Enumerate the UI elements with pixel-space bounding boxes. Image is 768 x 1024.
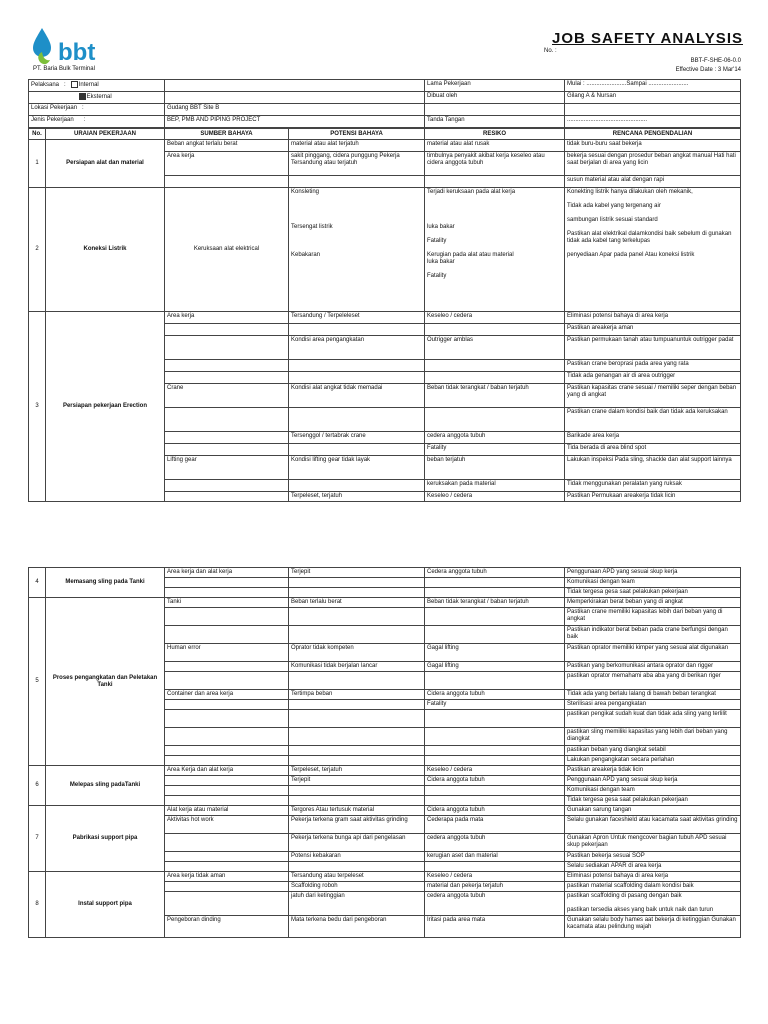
potential-hazard xyxy=(289,862,425,872)
column-header: URAIAN PEKERJAAN xyxy=(46,129,165,140)
risk: kerugian aset dan material xyxy=(425,852,565,862)
hazard-source xyxy=(165,746,289,756)
potential-hazard xyxy=(289,588,425,598)
table-row xyxy=(29,766,741,776)
dibuat-oleh-label: Dibuat oleh xyxy=(425,92,565,104)
hazard-source xyxy=(165,444,289,456)
control-plan: Tida berada di area blind spot xyxy=(565,444,741,456)
risk: Cidera anggota tubuh xyxy=(425,776,565,786)
control-plan: Lakukan inspeksi Pada sling, shackle dan alat support lainnya xyxy=(565,456,741,480)
potential-hazard: Terjepit xyxy=(289,568,425,578)
risk xyxy=(425,710,565,728)
table-row xyxy=(29,806,741,816)
hazard-source xyxy=(165,360,289,372)
risk xyxy=(425,360,565,372)
risk xyxy=(425,728,565,746)
company-name: PT. Baria Bulk Terminal xyxy=(33,66,95,72)
potential-hazard: Konsleting Tersengat listrik Kebakaran xyxy=(289,188,425,312)
risk: Keseleo / cedera xyxy=(425,492,565,502)
risk: Cidera anggota tubuh xyxy=(425,690,565,700)
hazard-source xyxy=(165,408,289,432)
potential-hazard xyxy=(289,786,425,796)
eksternal-checkbox[interactable] xyxy=(79,93,86,100)
control-plan: pastikan oprator memahami aba aba yang di berikan riger xyxy=(565,672,741,690)
potential-hazard: sakit pinggang, cidera punggung Pekerja Tersandung atau terjatuh xyxy=(289,152,425,176)
hazard-source: Area kerja tidak aman xyxy=(165,872,289,882)
control-plan: Pastikan bekerja sesuai SOP xyxy=(565,852,741,862)
risk: Outrigger amblas xyxy=(425,336,565,360)
control-plan: pastikan scaffolding di pasang dengan baik pastikan tersedia akses yang baik untuk naik dan turun xyxy=(565,892,741,916)
potential-hazard xyxy=(289,672,425,690)
control-plan: Gunakan selalu body hames aat bekerja di ketinggian Gunakan kacamata atau pelindung wajah xyxy=(565,916,741,938)
risk xyxy=(425,372,565,384)
risk xyxy=(425,672,565,690)
control-plan: Lakukan pengangkatan secara perlahan xyxy=(565,756,741,766)
potential-hazard xyxy=(289,756,425,766)
potential-hazard: Tertimpa beban xyxy=(289,690,425,700)
control-plan: Pastikan indikator berat beban pada crane berfungsi dengan baik xyxy=(565,626,741,644)
risk: Terjadi keruksaan pada alat kerja luka bakar Fatality Kerugian pada alat atau material luka bakar Fatality xyxy=(425,188,565,312)
effective-date: Effective Date : 3 Mar'14 xyxy=(675,67,741,73)
hazard-source: Area kerja dan alat kerja xyxy=(165,568,289,578)
control-plan: Pastikan areakerja aman xyxy=(565,324,741,336)
control-plan: Pastikan Permukaan areakerja tidak licin xyxy=(565,492,741,502)
potential-hazard: Kondisi alat angkat tidak memadai xyxy=(289,384,425,408)
control-plan: Pastikan crane memiliki kapasitas lebih dari beban yang di angkat xyxy=(565,608,741,626)
risk: timbulnya penyakit akibat kerja keseleo atau cidera anggota tubuh xyxy=(425,152,565,176)
risk: Keseleo / cedera xyxy=(425,312,565,324)
svg-text:bbt: bbt xyxy=(58,39,96,66)
task-description: Koneksi Listrik xyxy=(46,188,165,312)
potential-hazard: Terpeleset, terjatuh xyxy=(289,766,425,776)
eksternal-cell: Eksternal xyxy=(29,92,165,104)
risk: Gagal lifting xyxy=(425,662,565,672)
hazard-source xyxy=(165,662,289,672)
task-description: Melepas sling padaTanki xyxy=(46,766,165,806)
hazard-source: Keruksaan alat elektrical xyxy=(165,188,289,312)
table-row xyxy=(29,312,741,324)
potential-hazard xyxy=(289,796,425,806)
potential-hazard: jatuh dari ketinggian xyxy=(289,892,425,916)
jsa-table-continued xyxy=(28,567,741,938)
control-plan: Penggunaan APD yang sesuai skup kerja xyxy=(565,776,741,786)
task-description: Pabrikasi support pipa xyxy=(46,806,165,872)
risk xyxy=(425,608,565,626)
control-plan: pastikan material scaffolding dalam kondisi baik xyxy=(565,882,741,892)
control-plan: Tidak ada genangan air di area outrigger xyxy=(565,372,741,384)
potential-hazard xyxy=(289,746,425,756)
potential-hazard xyxy=(289,728,425,746)
risk: cedera anggota tubuh xyxy=(425,432,565,444)
document-code: BBT-F-SHE-06-0.0 xyxy=(690,58,741,64)
potential-hazard: Scaffolding roboh xyxy=(289,882,425,892)
hazard-source xyxy=(165,728,289,746)
control-plan: Pastikan yang berkomunikasi antara oprator dan rigger xyxy=(565,662,741,672)
row-number: 7 xyxy=(29,806,46,872)
risk xyxy=(425,626,565,644)
control-plan: Pastikan oprator memiliki kimper yang sesuai alat digunakan xyxy=(565,644,741,662)
table-row xyxy=(29,188,741,312)
potential-hazard xyxy=(289,408,425,432)
potential-hazard: Terpeleset, terjatuh xyxy=(289,492,425,502)
hazard-source xyxy=(165,588,289,598)
hazard-source xyxy=(165,700,289,710)
hazard-source: Area kerja xyxy=(165,152,289,176)
control-plan: Komunikasi dengan team xyxy=(565,786,741,796)
table-row xyxy=(29,872,741,882)
control-plan: tidak buru-buru saat bekerja xyxy=(565,140,741,152)
control-plan: Gunakan Apron Untuk mengcover bagian tubuh APD sesuai skup pekerjaan xyxy=(565,834,741,852)
mulai-sampai: Mulai : ........................Sampai ........................ xyxy=(565,80,741,92)
jsa-table xyxy=(28,128,741,502)
hazard-source xyxy=(165,626,289,644)
column-header: No. xyxy=(29,129,46,140)
potential-hazard xyxy=(289,444,425,456)
risk xyxy=(425,786,565,796)
potential-hazard: Potensi kebakaran xyxy=(289,852,425,862)
potential-hazard: Kondisi lifting gear tidak layak xyxy=(289,456,425,480)
risk: beban terjatuh xyxy=(425,456,565,480)
pelaksana-cell: Pelaksana : Internal xyxy=(29,80,165,92)
risk xyxy=(425,408,565,432)
hazard-source xyxy=(165,336,289,360)
tanda-tangan-value: ................................................ xyxy=(565,116,741,128)
row-number: 1 xyxy=(29,140,46,188)
table-row xyxy=(29,568,741,578)
risk: Beban tidak terangkat / baban terjatuh xyxy=(425,384,565,408)
row-number: 6 xyxy=(29,766,46,806)
hazard-source xyxy=(165,578,289,588)
risk xyxy=(425,324,565,336)
row-number: 3 xyxy=(29,312,46,502)
potential-hazard: Pekerja terkena gram saat aktivitas grinding xyxy=(289,816,425,834)
risk: material dan pekerja terjatuh xyxy=(425,882,565,892)
hazard-source xyxy=(165,324,289,336)
row-number: 2 xyxy=(29,188,46,312)
risk xyxy=(425,796,565,806)
potential-hazard xyxy=(289,372,425,384)
potential-hazard xyxy=(289,578,425,588)
table-row xyxy=(29,140,741,152)
hazard-source xyxy=(165,786,289,796)
internal-checkbox[interactable] xyxy=(71,81,78,88)
hazard-source xyxy=(165,756,289,766)
hazard-source xyxy=(165,492,289,502)
risk: keruksakan pada material xyxy=(425,480,565,492)
control-plan: Penggunaan APD yang sesuai skup kerja xyxy=(565,568,741,578)
hazard-source: Lifting gear xyxy=(165,456,289,480)
dibuat-oleh-value: Gilang A & Nursan xyxy=(565,92,741,104)
risk: Cederapa pada mata xyxy=(425,816,565,834)
hazard-source xyxy=(165,852,289,862)
hazard-source: Area kerja xyxy=(165,312,289,324)
potential-hazard xyxy=(289,626,425,644)
lama-pekerjaan-label: Lama Pekerjaan xyxy=(425,80,565,92)
tanda-tangan-label: Tanda Tangan xyxy=(425,116,565,128)
column-header: POTENSI BAHAYA xyxy=(289,129,425,140)
jenis-value: BEP, PMB AND PIPING PROJECT xyxy=(165,116,425,128)
potential-hazard: Terjepit xyxy=(289,776,425,786)
hazard-source xyxy=(165,480,289,492)
hazard-source xyxy=(165,608,289,626)
hazard-source xyxy=(165,892,289,916)
hazard-source: Container dan area kerja xyxy=(165,690,289,700)
control-plan: Pastikan kapasitas crane sesuai / memiliki seper dengan beban yang di angkat xyxy=(565,384,741,408)
control-plan: Tidak ada yang berlalu lalang di bawah beban terangkat xyxy=(565,690,741,700)
control-plan: Konekting listrik hanya dilakukan oleh mekanik, Tidak ada kabel yang tergenang air sambungan listrik sesuai standard Pastikan alat elektrikal dalamkondisi baik sebelum di gunakan tidak ada kabel tang terkelupas penyediaan Apar pada panel Atau koneksi listrik xyxy=(565,188,741,312)
hazard-source xyxy=(165,776,289,786)
hazard-source xyxy=(165,796,289,806)
risk: Cedera anggota tubuh xyxy=(425,568,565,578)
potential-hazard xyxy=(289,324,425,336)
hazard-source xyxy=(165,432,289,444)
hazard-source xyxy=(165,672,289,690)
control-plan: Gunakan sarung tangan xyxy=(565,806,741,816)
task-description: Proses pengangkatan dan Peletakan Tanki xyxy=(46,598,165,766)
risk: Keseleo / cedera xyxy=(425,766,565,776)
control-plan: Pastikan crane dalam kondisi baik dan tidak ada keruksakan xyxy=(565,408,741,432)
risk xyxy=(425,746,565,756)
lokasi-label-cell: Lokasi Pekerjaan : xyxy=(29,104,165,116)
hazard-source: Alat kerja atau material xyxy=(165,806,289,816)
risk: Gagal lifting xyxy=(425,644,565,662)
document-title: JOB SAFETY ANALYSIS xyxy=(552,30,743,47)
control-plan: Pastikan areakerja tidak licin xyxy=(565,766,741,776)
task-description: Memasang sling pada Tanki xyxy=(46,568,165,598)
potential-hazard: Pekerja terkena bunga api dari pengelasan xyxy=(289,834,425,852)
task-description: Instal support pipa xyxy=(46,872,165,938)
control-plan: Tidak tergesa gesa saat pelakukan pekerjaan xyxy=(565,588,741,598)
task-description: Persiapan pekerjaan Erection xyxy=(46,312,165,502)
row-number: 8 xyxy=(29,872,46,938)
control-plan: Eliminasi potensi bahaya di area kerja xyxy=(565,312,741,324)
potential-hazard: Komunikasi tidak berjalan lancar xyxy=(289,662,425,672)
risk: cedera anggota tubuh xyxy=(425,834,565,852)
potential-hazard: material atau alat terjatuh xyxy=(289,140,425,152)
hazard-source: Human error xyxy=(165,644,289,662)
hazard-source xyxy=(165,882,289,892)
hazard-source: Tanki xyxy=(165,598,289,608)
control-plan: Pastikan permukaan tanah atau tumpuanuntuk outrigger padat xyxy=(565,336,741,360)
risk xyxy=(425,578,565,588)
potential-hazard: Beban terlalu berat xyxy=(289,598,425,608)
control-plan: Sterilisasi area pengangkatan xyxy=(565,700,741,710)
potential-hazard xyxy=(289,480,425,492)
hazard-source xyxy=(165,862,289,872)
column-header: RENCANA PENGENDALIAN xyxy=(565,129,741,140)
jenis-label-cell: Jenis Pekerjaan : xyxy=(29,116,165,128)
potential-hazard xyxy=(289,700,425,710)
control-plan: pastikan sling memiliki kapasitas yang lebih dari beban yang diangkat xyxy=(565,728,741,746)
control-plan: pastikan beban yang diangkat setabil xyxy=(565,746,741,756)
potential-hazard xyxy=(289,710,425,728)
risk: Fatality xyxy=(425,444,565,456)
potential-hazard: Tergores Atau tertusuk material xyxy=(289,806,425,816)
column-header: RESIKO xyxy=(425,129,565,140)
document-number-label: No. : xyxy=(544,48,557,54)
potential-hazard: Tersandung / Terpeleleset xyxy=(289,312,425,324)
potential-hazard: Kondisi area pengangkatan xyxy=(289,336,425,360)
control-plan: Selalu gunakan faceshield atau kacamata saat aktivitas grinding xyxy=(565,816,741,834)
column-header: SUMBER BAHAYA xyxy=(165,129,289,140)
risk: material atau alat rusak xyxy=(425,140,565,152)
risk: Keseleo / cedera xyxy=(425,872,565,882)
control-plan: Selalu sediakan APAR di area kerja xyxy=(565,862,741,872)
control-plan: bekerja sesuai dengan prosedur beban angkat manual Hati hati saat berjalan di area yang licin xyxy=(565,152,741,176)
control-plan: Pastikan crane beroprasi pada area yang rata xyxy=(565,360,741,372)
hazard-source: Beban angkat terlalu berat xyxy=(165,140,289,152)
control-plan: pastikan pengikat sudah kuat dan tidak ada sling yang terlilit xyxy=(565,710,741,728)
potential-hazard xyxy=(289,608,425,626)
risk xyxy=(425,862,565,872)
potential-hazard: Tersenggol / tertabrak crane xyxy=(289,432,425,444)
risk xyxy=(425,756,565,766)
risk: cedera anggota tubuh xyxy=(425,892,565,916)
column-header-row xyxy=(29,129,741,140)
hazard-source xyxy=(165,834,289,852)
potential-hazard: Tersandung atau terpeleset xyxy=(289,872,425,882)
row-number: 5 xyxy=(29,598,46,766)
lokasi-value: Gudang BBT Site B xyxy=(165,104,425,116)
hazard-source: Aktivitas hot work xyxy=(165,816,289,834)
row-number: 4 xyxy=(29,568,46,598)
potential-hazard xyxy=(289,360,425,372)
hazard-source xyxy=(165,176,289,188)
control-plan: Tidak menggunakan peralatan yang ruksak xyxy=(565,480,741,492)
potential-hazard xyxy=(289,176,425,188)
risk xyxy=(425,176,565,188)
control-plan: Komunikasi dengan team xyxy=(565,578,741,588)
risk xyxy=(425,588,565,598)
table-row xyxy=(29,598,741,608)
hazard-source: Pengeboran dinding xyxy=(165,916,289,938)
hazard-source xyxy=(165,372,289,384)
risk: Cidera anggota tubuh xyxy=(425,806,565,816)
control-plan: Tidak tergesa gesa saat pelakukan pekerjaan xyxy=(565,796,741,806)
potential-hazard: Oprator tidak kompeten xyxy=(289,644,425,662)
hazard-source: Crane xyxy=(165,384,289,408)
potential-hazard: Mata terkena bedu dari pengeboran xyxy=(289,916,425,938)
control-plan: susun material atau alat dengan rapi xyxy=(565,176,741,188)
control-plan: Eliminasi potensi bahaya di area kerja xyxy=(565,872,741,882)
task-description: Persiapan alat dan material xyxy=(46,140,165,188)
control-plan: Barikade area kerja xyxy=(565,432,741,444)
hazard-source xyxy=(165,710,289,728)
control-plan: Memperkirakan berat beban yang di angkat xyxy=(565,598,741,608)
hazard-source: Area Kerja dan alat kerja xyxy=(165,766,289,776)
risk: Beban tidak terangkat / baban terjatuh xyxy=(425,598,565,608)
risk: Fatality xyxy=(425,700,565,710)
info-table xyxy=(28,79,741,128)
risk: Iritasi pada area mata xyxy=(425,916,565,938)
